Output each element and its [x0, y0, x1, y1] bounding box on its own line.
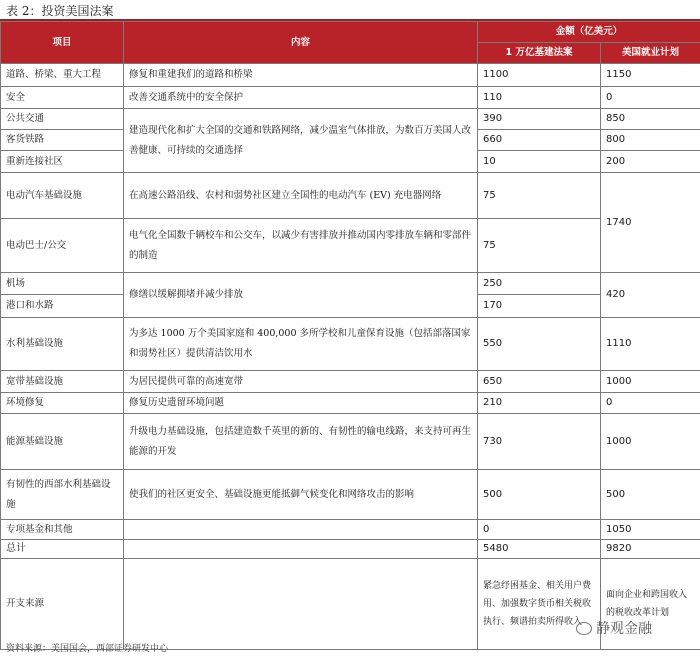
table-row [1, 470, 700, 520]
infra-cell: 1100 [478, 64, 601, 87]
table-row [1, 109, 700, 130]
table-row [1, 318, 700, 371]
jobs-cell: 420 [601, 273, 700, 318]
header-infra-bill: 1 万亿基建法案 [478, 43, 601, 64]
table-row [1, 173, 700, 219]
item-cell: 公共交通 [1, 109, 124, 130]
table-row [1, 520, 700, 540]
content-cell: 为居民提供可靠的高速宽带 [124, 371, 478, 393]
total-jobs: 9820 [601, 540, 700, 559]
table-row [1, 273, 700, 295]
infra-cell: 0 [478, 520, 601, 540]
item-cell: 开支来源 [1, 559, 124, 650]
content-cell [124, 559, 478, 650]
item-cell: 机场 [1, 273, 124, 295]
content-cell: 修复和重建我们的道路和桥梁 [124, 64, 478, 87]
content-cell: 升级电力基础设施，包括建造数千英里的新的、有韧性的输电线路，来支持可再生能源的开发 [124, 414, 478, 470]
wechat-icon [576, 622, 592, 635]
content-cell: 电气化全国数千辆校车和公交车，以减少有害排放并推动国内零排放车辆和零部件的制造 [124, 219, 478, 273]
jobs-cell: 1110 [601, 318, 700, 371]
table-row [1, 219, 700, 273]
item-cell: 港口和水路 [1, 295, 124, 318]
item-cell: 能源基础设施 [1, 414, 124, 470]
content-cell: 改善交通系统中的安全保护 [124, 87, 478, 109]
jobs-cell: 850 [601, 109, 700, 130]
content-cell [124, 540, 478, 559]
table-row [1, 393, 700, 414]
jobs-cell: 1000 [601, 371, 700, 393]
table-row [1, 87, 700, 109]
infra-cell: 550 [478, 318, 601, 371]
watermark-text: 静观金融 [596, 621, 652, 637]
source-note: 资料来源：美国国会，西部证券研发中心 [6, 644, 169, 654]
item-cell: 宽带基础设施 [1, 371, 124, 393]
jobs-cell: 0 [601, 393, 700, 414]
jobs-cell: 500 [601, 470, 700, 520]
item-cell: 道路、桥梁、重大工程 [1, 64, 124, 87]
infra-cell: 500 [478, 470, 601, 520]
content-cell: 使我们的社区更安全、基础设施更能抵御气候变化和网络攻击的影响 [124, 470, 478, 520]
watermark [576, 618, 652, 638]
jobs-cell: 1050 [601, 520, 700, 540]
infra-cell: 210 [478, 393, 601, 414]
infra-cell: 10 [478, 151, 601, 173]
item-cell: 专项基金和其他 [1, 520, 124, 540]
infra-cell: 250 [478, 273, 601, 295]
jobs-cell: 1000 [601, 414, 700, 470]
item-cell: 环境修复 [1, 393, 124, 414]
item-cell: 有韧性的西部水利基础设施 [1, 470, 124, 520]
infra-cell: 730 [478, 414, 601, 470]
header-item: 项目 [1, 22, 124, 64]
item-cell: 电动巴士/公交 [1, 219, 124, 273]
item-cell: 安全 [1, 87, 124, 109]
item-cell: 电动汽车基础设施 [1, 173, 124, 219]
jobs-cell: 1150 [601, 64, 700, 87]
header-content: 内容 [124, 22, 478, 64]
table-title: 表 2：投资美国法案 [6, 4, 114, 18]
content-cell: 为多达 1000 万个美国家庭和 400,000 多所学校和儿童保育设施（包括部落国家和弱势社区）提供清洁饮用水 [124, 318, 478, 371]
total-label: 总计 [1, 540, 124, 559]
header-amount: 金额（亿美元） [478, 22, 700, 43]
infra-cell: 650 [478, 371, 601, 393]
infra-cell: 390 [478, 109, 601, 130]
header-jobs-plan: 美国就业计划 [601, 43, 700, 64]
item-cell: 重新连接社区 [1, 151, 124, 173]
item-cell: 水利基础设施 [1, 318, 124, 371]
infra-cell: 75 [478, 219, 601, 273]
infra-cell: 110 [478, 87, 601, 109]
infra-cell: 170 [478, 295, 601, 318]
table-row [1, 371, 700, 393]
jobs-cell: 0 [601, 87, 700, 109]
total-infra: 5480 [478, 540, 601, 559]
jobs-cell: 1740 [601, 173, 700, 273]
table-row [1, 540, 700, 559]
infra-cell: 75 [478, 173, 601, 219]
content-cell: 建造现代化和扩大全国的交通和铁路网络，减少温室气体排放，为数百万美国人改善健康、可持续的交通选择 [124, 109, 478, 173]
content-cell: 修缮以缓解拥堵并减少排放 [124, 273, 478, 318]
jobs-cell: 200 [601, 151, 700, 173]
content-cell [124, 520, 478, 540]
funding-jobs-note: 面向企业和跨国收入的税收改革计划 [601, 559, 700, 650]
jobs-cell: 800 [601, 130, 700, 151]
table-row [1, 414, 700, 470]
item-cell: 客货铁路 [1, 130, 124, 151]
funding-infra-note: 紧急纾困基金、相关用户费用、加强数字货币相关税收执行、频谱拍卖所得收入 [478, 559, 601, 650]
infra-cell: 660 [478, 130, 601, 151]
table-row [1, 64, 700, 87]
investment-table [0, 21, 700, 650]
content-cell: 修复历史遗留环境问题 [124, 393, 478, 414]
content-cell: 在高速公路沿线、农村和弱势社区建立全国性的电动汽车 (EV) 充电器网络 [124, 173, 478, 219]
